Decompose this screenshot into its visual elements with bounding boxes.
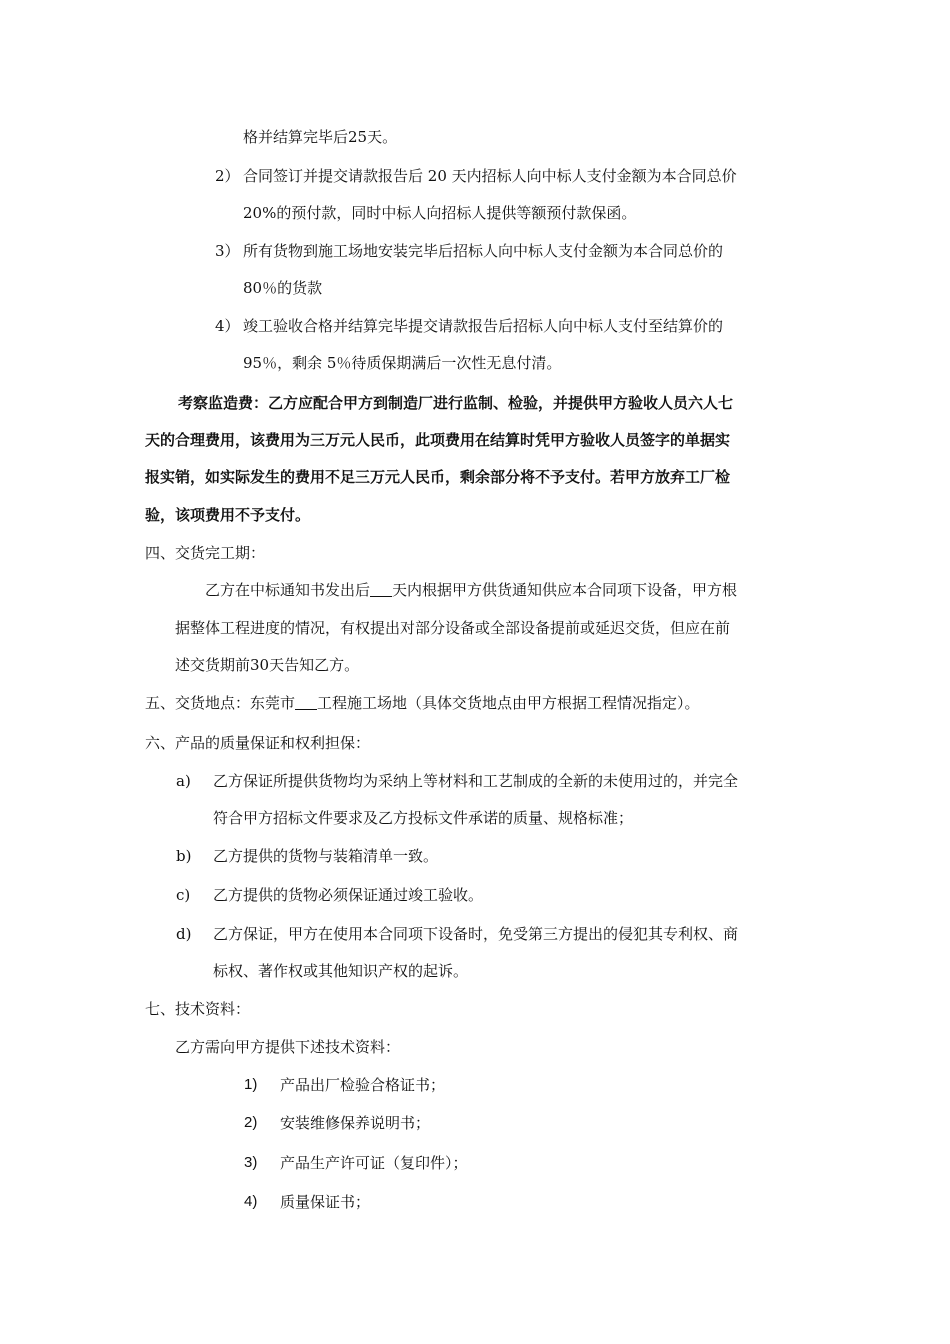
doc-list-marker: 1) [244,1076,258,1093]
doc-list-item: 安装维修保养说明书； [280,1114,431,1132]
section-heading: 六、产品的质量保证和权利担保： [145,734,371,752]
section5-text: 工程施工场地（具体交货地点由甲方根据工程情况指定）。 [317,694,700,712]
payment-item-text: 80％的货款 [243,279,323,297]
supervision-paragraph: 考察监造费：乙方应配合甲方到制造厂进行监制、检验，并提供甲方验收人员六人七 [178,394,734,412]
guarantee-item-text: 符合甲方招标文件要求及乙方投标文件承诺的质量、规格标准； [213,809,634,827]
section4-paragraph [205,580,737,600]
doc-list-marker: 2) [244,1114,258,1131]
payment-continued-line: 格并结算完毕后25天。 [243,128,398,146]
guarantee-item-marker: b) [176,847,192,865]
guarantee-item-marker: a) [176,772,191,790]
guarantee-item-text: 标权、著作权或其他知识产权的起诉。 [213,962,469,980]
section-heading: 四、交货完工期： [145,544,266,562]
section-heading: 七、技术资料： [145,1000,251,1018]
payment-item-text: 竣工验收合格并结算完毕提交请款报告后招标人向中标人支付至结算价的 [243,317,724,335]
payment-item-text: 所有货物到施工场地安装完毕后招标人向中标人支付金额为本合同总价的 [243,242,724,260]
blank-underline [370,580,392,597]
section5-line [145,693,700,713]
guarantee-item-text: 乙方保证所提供货物均为采纳上等材料和工艺制成的全新的未使用过的，并完全 [213,772,739,790]
section4-paragraph: 据整体工程进度的情况，有权提出对部分设备或全部设备提前或延迟交货，但应在前 [175,619,731,637]
guarantee-item-text: 乙方提供的货物与装箱清单一致。 [213,847,439,865]
guarantee-item-marker: d) [176,925,192,943]
section5-text: 五、交货地点：东莞市 [145,694,296,712]
guarantee-item-marker: c) [176,886,191,904]
doc-list-marker: 4) [244,1193,258,1210]
section4-text: 乙方在中标通知书发出后 [205,581,371,599]
blank-underline [295,693,317,710]
section4-text: 天内根据甲方供货通知供应本合同项下设备，甲方根 [392,581,738,599]
section4-paragraph: 述交货期前30天告知乙方。 [175,656,360,674]
guarantee-item-text: 乙方提供的货物必须保证通过竣工验收。 [213,886,484,904]
supervision-paragraph: 验，该项费用不予支付。 [145,506,311,524]
payment-item-text: 合同签订并提交请款报告后 20 天内招标人向中标人支付金额为本合同总价 [243,167,737,185]
payment-item-text: 95％，剩余 5％待质保期满后一次性无息付清。 [243,354,562,372]
payment-item-marker: 2） [215,167,240,185]
payment-item-text: 20%的预付款，同时中标人向招标人提供等额预付款保函。 [243,204,637,222]
doc-list-item: 质量保证书； [280,1193,371,1211]
payment-item-marker: 3） [215,242,240,260]
guarantee-item-text: 乙方保证，甲方在使用本合同项下设备时，免受第三方提出的侵犯其专利权、商 [213,925,739,943]
doc-list-item: 产品生产许可证（复印件）； [280,1154,468,1172]
section7-intro: 乙方需向甲方提供下述技术资料： [175,1038,401,1056]
doc-list-marker: 3) [244,1154,258,1171]
payment-item-marker: 4） [215,317,240,335]
supervision-paragraph: 天的合理费用，该费用为三万元人民币，此项费用在结算时凭甲方验收人员签字的单据实 [145,431,731,449]
supervision-paragraph: 报实销，如实际发生的费用不足三万元人民币，剩余部分将不予支付。若甲方放弃工厂检 [145,468,731,486]
doc-list-item: 产品出厂检验合格证书； [280,1076,446,1094]
